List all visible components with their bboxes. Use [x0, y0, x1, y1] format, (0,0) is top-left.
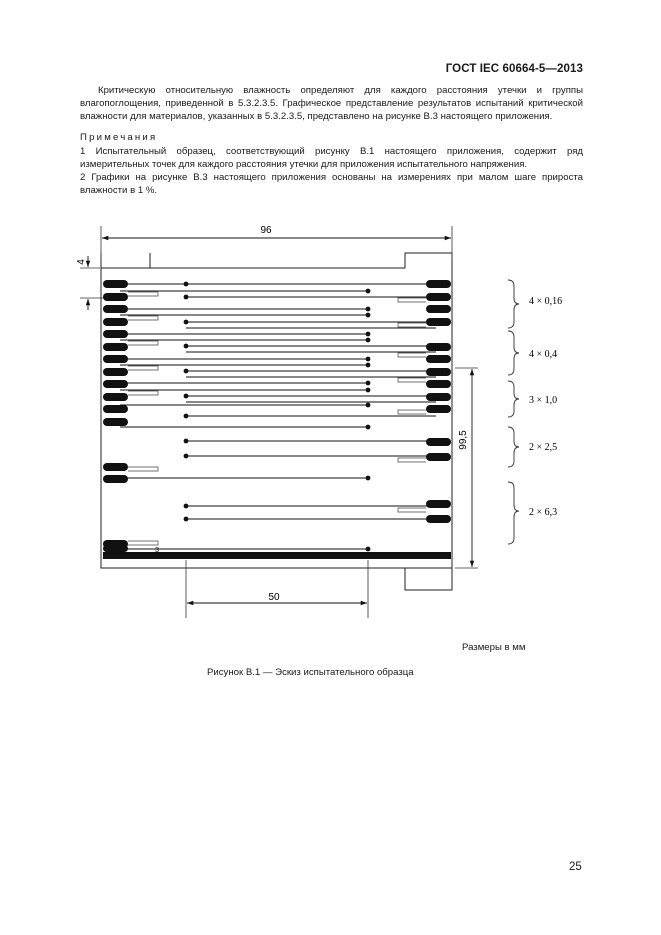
units-note: Размеры в мм [462, 642, 526, 653]
group-label-3: 3 × 1,0 [529, 395, 558, 406]
dim-step-label: 4 [76, 259, 87, 265]
dim-height-label: 99,5 [458, 430, 469, 450]
dimension-lines [88, 238, 472, 603]
body-paragraph: Критическую относительную влажность определяют для каждого расстояния утечки и группы влагопоглощения, приведенной в 5.3.2.3.5. Графическое представление результатов испытаний критической влажности для материалов, указанных в 5.3.2.3.5, представлено на рисунке В.3 настоящего приложения. [80, 85, 583, 122]
board-outline [101, 253, 452, 590]
standard-header: ГОСТ IEC 60664-5—2013 [445, 63, 583, 75]
group-label-5: 2 × 6,3 [529, 507, 558, 518]
group-braces [508, 280, 519, 544]
note-1-text: 1 Испытательный образец, соответствующий рисунку В.1 настоящего приложения, содержит ряд измерительных точек для каждого расстояния утечки для приложения испытательного напряжения. [80, 146, 583, 170]
small-label: 3 [155, 547, 159, 554]
notes-title: Примечания [80, 132, 158, 143]
dim-width-label: 96 [260, 225, 272, 236]
group-label-4: 2 × 2,5 [529, 442, 558, 453]
note-2-text: 2 Графики на рисунке В.3 настоящего приложения основаны на измерениях при малом шаге прироста влажности в 1 %. [80, 172, 583, 196]
dim-length-label: 50 [268, 592, 280, 603]
figure-caption: Рисунок В.1 — Эскиз испытательного образца [207, 667, 414, 678]
extension-lines [80, 226, 478, 618]
conductor-traces [120, 284, 436, 549]
group-label-2: 4 × 0,4 [529, 349, 558, 360]
pad-leads [128, 292, 426, 545]
group-label-1: 4 × 0,16 [529, 296, 563, 307]
left-contact-pads [103, 280, 128, 552]
page-number: 25 [569, 861, 582, 873]
